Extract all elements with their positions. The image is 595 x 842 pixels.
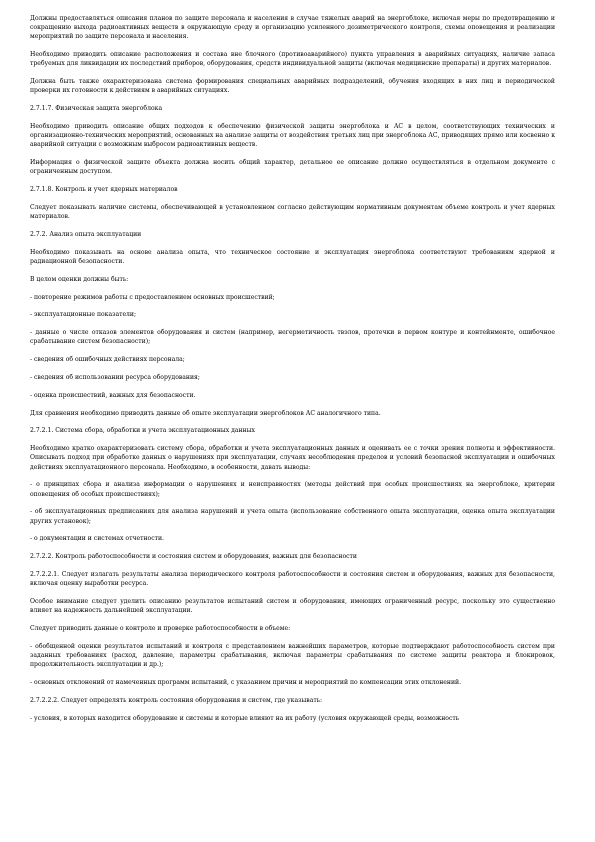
- paragraph: Особое внимание следует уделить описанию результатов испытаний систем и оборудования, имеющих ограниченный ресурс, поскольку это существенно влияет на надежность дальнейшей эксплуатации.: [30, 597, 555, 615]
- list-item: - о документации и системах отчетности.: [30, 535, 164, 543]
- section-heading: 2.7.2.2. Контроль работоспособности и состояния систем и оборудования, важных для безопасности: [30, 553, 357, 561]
- paragraph: В целом оценки должны быть:: [30, 275, 129, 283]
- list-item: - сведения об ошибочных действиях персонала;: [30, 356, 185, 364]
- list-item: - основных отклонений от намеченных программ испытаний, с указанием причин и мероприятий по компенсации этих отклонений.: [30, 678, 462, 686]
- section-heading: 2.7.2.1. Система сбора, обработки и учета эксплуатационных данных: [30, 427, 255, 435]
- list-item: - о принципах сбора и анализа информации о нарушениях и неисправностях (методы действий при особых происшествиях на энергоблоке, критерии оповещения об особых происшествиях);: [30, 481, 555, 498]
- paragraph: Необходимо кратко охарактеризовать систему сбора, обработки и учета эксплуатационных данных и оценивать ее с точки зрения полноты и эффективности. Описывать подход при обработке данных о нарушениях при эксплуатации, случаях несоблюдения пределов и условий безопасной эксплуатации и ошибочных действиях эксплуатационного персонала. Необходимо, в особенности, давать выводы:: [30, 445, 555, 471]
- section-heading: 2.7.2. Анализ опыта эксплуатации: [30, 231, 142, 238]
- list-item: - оценка происшествий, важных для безопасности.: [30, 391, 196, 399]
- paragraph: Должны предоставляться описания планов по защите персонала и населения в случае тяжелых аварий на энергоблоке, включая меры по предотвращению и сокращению выхода радиоактивных веществ в окружающую среду и организацию усиленного дозиметрического контроля, схемы оповещения и реализации мероприятий по защите персонала и населения.: [30, 15, 555, 41]
- paragraph: Следует показывать наличие системы, обеспечивающей в установленном согласно действующим нормативным документам объеме контроль и учет ядерных материалов.: [30, 204, 555, 221]
- section-heading: 2.7.1.7. Физическая защита энергоблока: [30, 105, 163, 113]
- list-item: - данные о числе отказов элементов оборудования и систем (например, негерметичность твэлов, протечки в первом контуре и контейнменте, ошибочное срабатывание систем безопасности);: [30, 329, 555, 346]
- paragraph: Необходимо приводить описание расположения и состава вне блочного (противоаварийного) пункта управления в аварийных ситуациях, наличие запаса требуемых для ликвидации их последствий приборов, оборудования, средств индивидуальной защиты (включая медицинские препараты) и других материалов.: [30, 51, 555, 68]
- paragraph: Должна быть также охарактеризована система формирования специальных аварийных подразделений, обучения входящих в них лиц и периодической проверки их готовности к действиям в аварийных ситуациях.: [30, 78, 555, 95]
- list-item: - об эксплуатационных предписаниях для анализа нарушений и учета опыта (использование собственного опыта эксплуатации, оценка опыта эксплуатации других установок);: [30, 508, 555, 525]
- list-item: - обобщенной оценки результатов испытаний и контроля с представлением важнейших параметров, которые подтверждают работоспособность систем при заданных требованиях (расход, давление, параметры срабатывания, включая параметры срабатывания по системе защиты реактора и блокировок, продолжительность эксплуатации и др.);: [30, 642, 555, 669]
- list-item: - сведения об использовании ресурса оборудования;: [30, 373, 200, 381]
- paragraph: Необходимо показывать на основе анализа опыта, что техническое состояние и эксплуатация энергоблока соответствуют требованиям ядерной и радиационной безопасности.: [30, 248, 555, 265]
- paragraph: 2.7.2.2.2. Следует определять контроль состояния оборудования и систем, где указывать:: [30, 696, 323, 704]
- paragraph: Следует приводить данные о контроле и проверке работоспособности в объеме:: [30, 624, 291, 632]
- paragraph: Необходимо приводить описание общих подходов к обеспечению физической защиты энергоблока и АС в целом, соответствующих технических и организационно-технических мероприятий, основанных на анализе защиты от воздействия третьих лиц при энергоблока АС, приводящих прямо или косвенно к аварийной ситуации с возможным выбросом радиоактивных веществ.: [30, 123, 555, 149]
- list-item: - повторение режимов работы с предоставлением основных происшествий;: [30, 293, 275, 301]
- section-heading: 2.7.1.8. Контроль и учет ядерных материалов: [30, 186, 178, 194]
- paragraph: Информация о физической защите объекта должна носить общий характер, детальное ее описание должно осуществляться в отдельном документе с ограниченным доступом.: [30, 159, 555, 176]
- list-item: - условия, в которых находится оборудование и системы и которые влияют на их работу (условия окружающей среды, возможность: [30, 714, 460, 722]
- paragraph: Для сравнения необходимо приводить данные об опыте эксплуатации энергоблоков АС аналогичного типа.: [30, 409, 381, 417]
- paragraph: 2.7.2.2.1. Следует излагать результаты анализа периодического контроля работоспособности и состояния систем и оборудования, важных для безопасности, включая оценку выработки ресурса.: [30, 570, 555, 588]
- list-item: - эксплуатационные показатели;: [30, 311, 137, 319]
